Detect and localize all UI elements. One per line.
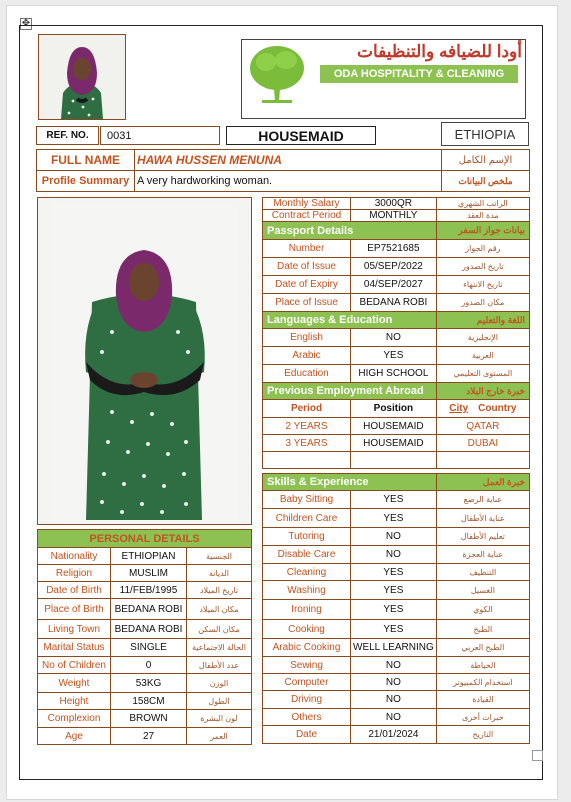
employment-empty-cell <box>436 452 529 469</box>
table-row <box>263 329 530 347</box>
personal-arabic: مكان الميلاد <box>187 599 252 620</box>
employment-col-period: Period <box>263 400 351 418</box>
table-row <box>38 565 252 582</box>
table-row <box>38 639 252 657</box>
personal-arabic: الجنسية <box>187 548 252 565</box>
detail-label: Disable Care <box>263 546 351 564</box>
logo-english-text: ODA HOSPITALITY & CLEANING <box>320 65 518 83</box>
table-row <box>263 581 530 600</box>
summary-value: A very hardworking woman. <box>135 171 442 192</box>
personal-label: Living Town <box>38 620 111 639</box>
employment-empty-cell <box>351 452 437 469</box>
detail-arabic: مكان الصدور <box>436 294 529 312</box>
details-table <box>262 197 530 744</box>
detail-arabic: القيادة <box>436 691 529 709</box>
detail-value: YES <box>351 509 437 528</box>
languages-header-title-arabic: اللغة والتعليم <box>436 312 529 329</box>
personal-value: 53KG <box>111 674 187 693</box>
table-row <box>263 564 530 581</box>
table-row <box>38 657 252 674</box>
personal-arabic: الوزن <box>187 674 252 693</box>
table-resize-handle[interactable] <box>532 750 543 761</box>
personal-value: 0 <box>111 657 187 674</box>
full-body-photo <box>37 197 252 525</box>
personal-value: BEDANA ROBI <box>111 620 187 639</box>
detail-label: Arabic <box>263 347 351 365</box>
employment-position: HOUSEMAID <box>351 418 437 435</box>
employment-col-city-country <box>436 400 529 418</box>
personal-label: Religion <box>38 565 111 582</box>
detail-arabic: التاريخ <box>436 726 529 744</box>
personal-label: Nationality <box>38 548 111 565</box>
personal-details-header: PERSONAL DETAILS <box>38 530 252 548</box>
table-row <box>263 418 530 435</box>
table-row <box>263 474 530 491</box>
table-row <box>263 600 530 620</box>
detail-value: MONTHLY <box>351 210 437 222</box>
detail-arabic: الغسيل <box>436 581 529 600</box>
detail-arabic: الكوي <box>436 600 529 620</box>
detail-arabic: الإنجليزية <box>436 329 529 347</box>
detail-label: Children Care <box>263 509 351 528</box>
detail-arabic: الطبخ <box>436 620 529 639</box>
personal-arabic: الديانة <box>187 565 252 582</box>
personal-value: BROWN <box>111 710 187 728</box>
table-row <box>263 546 530 564</box>
detail-label: Number <box>263 240 351 258</box>
personal-label: Height <box>38 693 111 710</box>
detail-value: EP7521685 <box>351 240 437 258</box>
detail-label: Contract Period <box>263 210 351 222</box>
table-row <box>263 365 530 383</box>
table-row <box>263 639 530 657</box>
table-row <box>263 198 530 210</box>
detail-arabic: تاريخ الصدور <box>436 258 529 276</box>
detail-value: YES <box>351 600 437 620</box>
personal-arabic: الحالة الاجتماعية <box>187 639 252 657</box>
employment-col-country: Country <box>478 403 517 414</box>
table-row <box>263 276 530 294</box>
table-row <box>38 548 252 565</box>
full-name-value: HAWA HUSSEN MENUNA <box>135 150 442 171</box>
detail-arabic: استخدام الكمبيوتر <box>436 674 529 691</box>
table-row <box>263 435 530 452</box>
table-row <box>263 222 530 240</box>
detail-value: NO <box>351 657 437 674</box>
personal-value: ETHIOPIAN <box>111 548 187 565</box>
detail-arabic: التنظيف <box>436 564 529 581</box>
employment-country: DUBAI <box>436 435 529 452</box>
full-name-arabic: الإسم الكامل <box>442 150 530 171</box>
detail-value: YES <box>351 491 437 509</box>
country-title: ETHIOPIA <box>441 122 529 146</box>
personal-label: Age <box>38 728 111 745</box>
detail-label: Baby Sitting <box>263 491 351 509</box>
table-row <box>263 383 530 400</box>
employment-period: 2 YEARS <box>263 418 351 435</box>
table-row <box>263 709 530 726</box>
personal-label: No of Children <box>38 657 111 674</box>
detail-value: HIGH SCHOOL <box>351 365 437 383</box>
detail-value: 05/SEP/2022 <box>351 258 437 276</box>
detail-arabic: خبرات أخرى <box>436 709 529 726</box>
employment-period: 3 YEARS <box>263 435 351 452</box>
passport-header-title-arabic: بيانات جواز السفر <box>436 222 529 240</box>
table-row <box>263 294 530 312</box>
detail-value: NO <box>351 329 437 347</box>
detail-label: Education <box>263 365 351 383</box>
skills-header-title-arabic: خبرة العمل <box>436 474 529 491</box>
detail-value: NO <box>351 709 437 726</box>
table-move-handle-icon[interactable]: ✥ <box>21 18 31 29</box>
detail-value: NO <box>351 528 437 546</box>
detail-value: WELL LEARNING <box>351 639 437 657</box>
detail-arabic: الطبخ العربي <box>436 639 529 657</box>
personal-value: 27 <box>111 728 187 745</box>
table-row <box>263 726 530 744</box>
personal-arabic: عدد الأطفال <box>187 657 252 674</box>
table-row <box>38 620 252 639</box>
personal-arabic: لون البشرة <box>187 710 252 728</box>
table-row <box>38 710 252 728</box>
company-logo <box>241 39 526 119</box>
detail-label: Sewing <box>263 657 351 674</box>
skills-header-title: Skills & Experience <box>263 474 437 491</box>
portrait-photo-small <box>38 34 126 120</box>
personal-arabic: مكان السكن <box>187 620 252 639</box>
personal-arabic: الطول <box>187 693 252 710</box>
personal-details-table <box>37 529 252 745</box>
detail-arabic: عناية الرضع <box>436 491 529 509</box>
table-row <box>38 728 252 745</box>
detail-label: Computer <box>263 674 351 691</box>
position-title: HOUSEMAID <box>226 126 376 145</box>
detail-arabic: الخياطة <box>436 657 529 674</box>
table-row <box>38 674 252 693</box>
table-row <box>38 599 252 620</box>
personal-label: Weight <box>38 674 111 693</box>
detail-label: Date of Expiry <box>263 276 351 294</box>
personal-label: Date of Birth <box>38 582 111 599</box>
detail-value: YES <box>351 581 437 600</box>
detail-label: Driving <box>263 691 351 709</box>
full-name-label: FULL NAME <box>37 150 135 171</box>
employment-col-city: City <box>449 403 469 414</box>
table-row <box>263 691 530 709</box>
personal-value: 11/FEB/1995 <box>111 582 187 599</box>
detail-value: 21/01/2024 <box>351 726 437 744</box>
table-row <box>38 693 252 710</box>
personal-value: 158CM <box>111 693 187 710</box>
detail-arabic: تعليم الأطفال <box>436 528 529 546</box>
detail-arabic: المستوى التعليمي <box>436 365 529 383</box>
detail-label: Others <box>263 709 351 726</box>
table-row <box>263 347 530 365</box>
detail-arabic: رقم الجواز <box>436 240 529 258</box>
detail-label: Date of Issue <box>263 258 351 276</box>
portrait-photo-small-figure <box>39 35 125 119</box>
personal-label: Place of Birth <box>38 599 111 620</box>
detail-arabic: مدة العقد <box>436 210 529 222</box>
detail-arabic: تاريخ الانتهاء <box>436 276 529 294</box>
detail-arabic: العربية <box>436 347 529 365</box>
detail-arabic: عناية العجزة <box>436 546 529 564</box>
table-row <box>263 509 530 528</box>
table-row <box>263 312 530 329</box>
detail-value: YES <box>351 347 437 365</box>
detail-arabic: عناية الأطفال <box>436 509 529 528</box>
detail-label: English <box>263 329 351 347</box>
detail-value: NO <box>351 691 437 709</box>
table-row <box>263 210 530 222</box>
employment-position: HOUSEMAID <box>351 435 437 452</box>
table-row <box>38 582 252 599</box>
detail-value: BEDANA ROBI <box>351 294 437 312</box>
detail-label: Place of Issue <box>263 294 351 312</box>
employment-header-title: Previous Employment Abroad <box>263 383 437 400</box>
summary-arabic: ملخص البيانات <box>442 171 530 192</box>
detail-label: Date <box>263 726 351 744</box>
summary-label: Profile Summary <box>37 171 135 192</box>
table-row <box>263 491 530 509</box>
detail-label: Monthly Salary <box>263 198 351 210</box>
detail-label: Cooking <box>263 620 351 639</box>
personal-value: MUSLIM <box>111 565 187 582</box>
ref-no-label: REF. NO. <box>36 126 99 145</box>
employment-header-title-arabic: خبرة خارج البلاد <box>436 383 529 400</box>
passport-header-title: Passport Details <box>263 222 437 240</box>
table-row <box>263 240 530 258</box>
detail-value: YES <box>351 564 437 581</box>
employment-empty-cell <box>263 452 351 469</box>
detail-value: NO <box>351 546 437 564</box>
detail-value: 04/SEP/2027 <box>351 276 437 294</box>
table-row <box>263 657 530 674</box>
detail-value: NO <box>351 674 437 691</box>
table-row <box>263 674 530 691</box>
personal-label: Complexion <box>38 710 111 728</box>
table-row <box>263 620 530 639</box>
ref-no-value: 0031 <box>100 126 220 145</box>
tree-logo-icon <box>248 44 306 104</box>
detail-label: Arabic Cooking <box>263 639 351 657</box>
table-row <box>263 452 530 469</box>
table-row <box>263 258 530 276</box>
personal-arabic: العمر <box>187 728 252 745</box>
detail-label: Tutoring <box>263 528 351 546</box>
personal-label: Marital Status <box>38 639 111 657</box>
detail-arabic: الراتب الشهري <box>436 198 529 210</box>
detail-label: Cleaning <box>263 564 351 581</box>
table-row <box>263 528 530 546</box>
personal-value: BEDANA ROBI <box>111 599 187 620</box>
detail-value: YES <box>351 620 437 639</box>
detail-label: Ironing <box>263 600 351 620</box>
employment-col-position: Position <box>351 400 437 418</box>
profile-table <box>36 149 530 192</box>
personal-arabic: تاريخ الميلاد <box>187 582 252 599</box>
personal-value: SINGLE <box>111 639 187 657</box>
detail-value: 3000QR <box>351 198 437 210</box>
full-body-photo-figure <box>52 202 238 520</box>
table-row <box>263 400 530 418</box>
languages-header-title: Languages & Education <box>263 312 437 329</box>
detail-label: Washing <box>263 581 351 600</box>
logo-arabic-text: أودا للضيافه والتنظيفات <box>356 42 522 61</box>
employment-country: QATAR <box>436 418 529 435</box>
